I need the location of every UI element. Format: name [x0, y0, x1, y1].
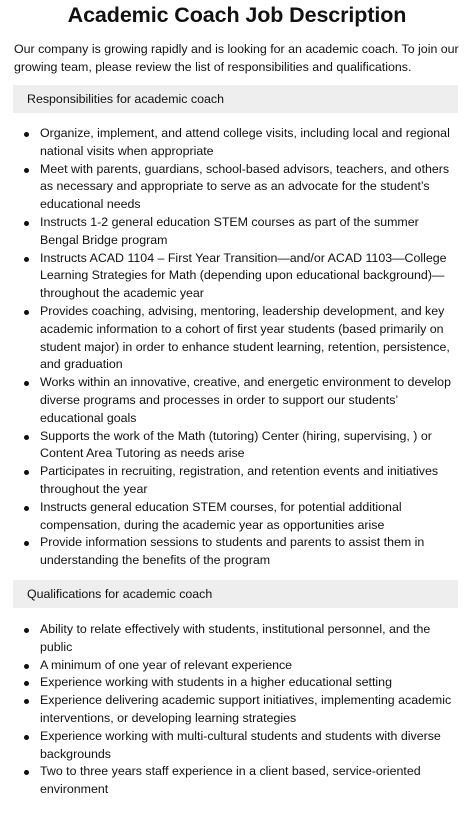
list-item [0, 463, 474, 499]
list-item [0, 214, 474, 250]
list-item [0, 250, 474, 303]
list-item [0, 692, 474, 728]
list-item-text: Participates in recruiting, registration, and retention events and initiatives throughout the year [40, 464, 439, 496]
bullet-icon [24, 168, 29, 173]
qualifications-header-label: Qualifications for academic coach [27, 587, 213, 601]
list-item [0, 428, 474, 464]
bullet-icon [24, 257, 29, 262]
list-item-text: Organize, implement, and attend college visits, including local and regional national visits when appropriate [40, 126, 450, 158]
bullet-icon [24, 628, 29, 633]
list-item [0, 161, 474, 214]
bullet-icon [24, 770, 29, 775]
bullet-icon [24, 221, 29, 226]
list-item-text: Ability to relate effectively with students, institutional personnel, and the public [40, 622, 431, 654]
list-item-text: Instructs 1-2 general education STEM courses as part of the summer Bengal Bridge program [40, 214, 419, 247]
list-item-text: Works within an innovative, creative, and energetic environment to develop diverse programs and processes in order to support our students’ educational goals [40, 375, 451, 425]
list-item [0, 674, 474, 692]
list-item-text: Instructs general education STEM courses, for potential additional compensation, during the academic year as opportunities arise [40, 499, 402, 532]
list-item-text: Instructs ACAD 1104 – First Year Transition—and/or ACAD 1103—College Learning Strategies for Math (depending upon educational background)—throughout the academic year [40, 250, 447, 301]
responsibilities-header-label: Responsibilities for academic coach [27, 92, 224, 106]
list-item-text: Supports the work of the Math (tutoring) Center (hiring, supervising, ) or Content Area Tutoring as needs arise [40, 428, 432, 461]
list-item-text: A minimum of one year of relevant experience [40, 657, 293, 672]
list-item-text: Experience working with multi-cultural students and students with diverse backgrounds [40, 728, 441, 761]
list-item-text: Provide information sessions to students and parents to assist them in understanding the benefits of the program [40, 535, 425, 568]
list-item-text: Provides coaching, advising, mentoring, leadership development, and key academic information to a cohort of first year students (based primarily on student major) in order to enhance student learning, retention, persistence, and graduation [40, 303, 450, 372]
list-item [0, 374, 474, 427]
list-item-text: Experience working with students in a higher educational setting [40, 675, 392, 690]
list-item [0, 303, 474, 374]
bullet-icon [24, 699, 29, 704]
responsibilities-header [13, 85, 458, 113]
qualifications-list [0, 621, 474, 799]
bullet-icon [24, 541, 29, 546]
list-item-text: Meet with parents, guardians, school-based advisors, teachers, and others as necessary and appropriate to serve as an advocate for the student’s educational needs [40, 161, 450, 212]
list-item-text: Two to three years staff experience in a client based, service-oriented environment [40, 764, 421, 797]
responsibilities-list [0, 125, 474, 570]
list-item [0, 657, 474, 675]
bullet-icon [24, 381, 29, 386]
bullet-icon [24, 132, 29, 137]
bullet-icon [24, 470, 29, 475]
bullet-icon [24, 310, 29, 315]
list-item [0, 763, 474, 799]
list-item [0, 499, 474, 535]
bullet-icon [24, 506, 29, 511]
bullet-icon [24, 735, 29, 740]
list-item [0, 728, 474, 764]
bullet-icon [24, 664, 29, 669]
list-item [0, 125, 474, 161]
list-item [0, 621, 474, 657]
bullet-icon [24, 435, 29, 440]
bullet-icon [24, 681, 29, 686]
qualifications-header [13, 580, 458, 608]
list-item [0, 534, 474, 570]
list-item-text: Experience delivering academic support initiatives, implementing academic interventions, or developing learning strategies [40, 693, 452, 725]
page-title: Academic Coach Job Description [67, 3, 407, 27]
intro-paragraph: Our company is growing rapidly and is looking for an academic coach. To join our growing team, please review the list of responsibilities and qualifications. [14, 42, 459, 74]
